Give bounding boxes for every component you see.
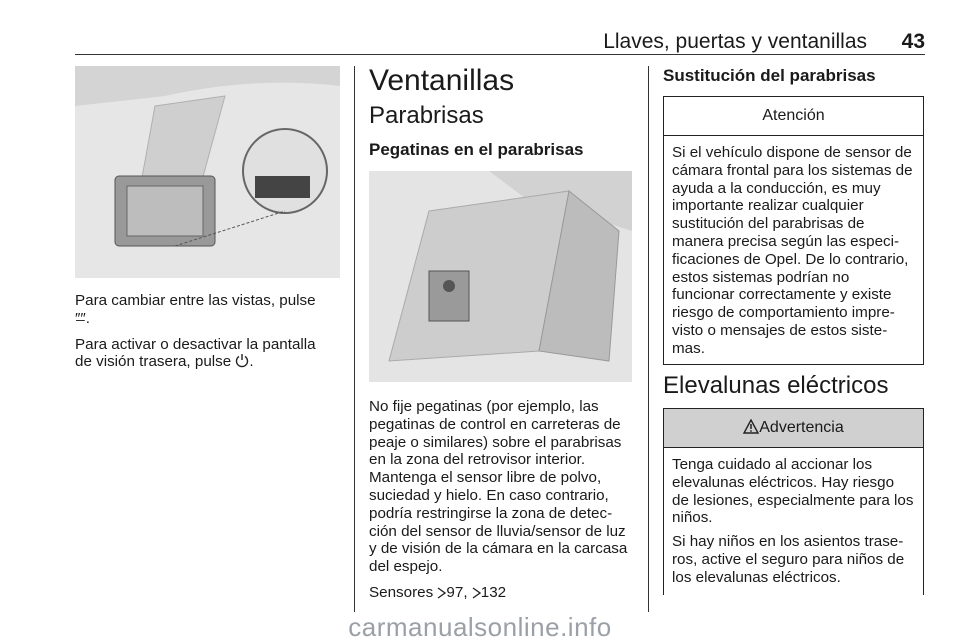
attention-text: Si el vehículo dispone de sensor de cámara frontal para los sistemas de ayuda a la conducción, es muy importante realizar cualquier sustitución del parabrisas de manera precisa según las especificaciones de Opel. De lo contrario, estos sistemas podrían no funcionar correctamente y existe riesgo de comportamiento imprevisto o mensajes de estos sistemas.: [672, 144, 913, 357]
warning-text-1: Tenga cuidado al accionar los elevalunas eléctricos. Hay riesgo de lesiones, especialmente para los niños.: [672, 456, 914, 527]
warning-box: [663, 408, 924, 595]
power-icon: [235, 353, 249, 373]
windshield-mirror-illustration: [369, 171, 632, 382]
watermark: carmanualsonline.info: [348, 612, 612, 642]
column-divider-2: [648, 66, 649, 612]
column-2-text: [369, 398, 634, 612]
attention-title: Atención: [664, 97, 923, 136]
rear-view-camera-illustration: [75, 66, 340, 278]
toggle-display-end: .: [249, 353, 254, 371]
warning-title: Advertencia: [759, 419, 844, 436]
section-title-ventanillas: Ventanillas: [369, 64, 515, 97]
heading-sustitucion: Sustitución del parabrisas: [663, 66, 876, 85]
column-divider-1: [354, 66, 355, 612]
attention-box: [663, 96, 924, 365]
heading-pegatinas: Pegatinas en el parabrisas: [369, 140, 584, 159]
warning-triangle-icon: [743, 411, 759, 449]
toggle-display-text-a: Para activar o desactivar la pantalla: [75, 335, 316, 353]
paragraph-stickers: No fije pegatinas (por ejemplo, las pegatinas de control en carreteras de peaje o similares) sobre el parabrisas en la zona del retrovisor interior. Mantenga el sensor libre de polvo, suciedad y hielo. En caso contrario, podría restringirse la zona de detección del sensor de lluvia/sensor de luz y de visión de la cámara en la carcasa del espejo.: [369, 398, 628, 576]
attention-body: [664, 136, 923, 368]
switch-views-text: Para cambiar entre las vistas, pulse: [75, 292, 316, 309]
section-title-elevalunas: Elevalunas eléctricos: [663, 372, 889, 399]
column-3-heading: [663, 66, 925, 86]
header-rule: [75, 54, 925, 55]
warning-body: [664, 448, 923, 597]
view-switch-symbol: ″̶″.: [75, 309, 90, 327]
warning-text-2: Si hay niños en los asientos traseros, active el seguro para niños de los elevalunas eléctricos.: [672, 533, 905, 586]
reference-link-132[interactable]: 132: [480, 583, 507, 601]
header-title: Llaves, puertas y ventanillas: [603, 30, 867, 53]
page-reference-icon: [472, 586, 481, 604]
sensores-label: Sensores: [369, 583, 434, 601]
column-3-subheading: [663, 372, 925, 400]
warning-header: [664, 409, 923, 448]
paragraph-switch-views: [75, 292, 343, 328]
paragraph-toggle-display: [75, 336, 343, 374]
toggle-display-text-b: de visión trasera, pulse: [75, 353, 232, 371]
page-number: 43: [901, 30, 925, 53]
paragraph-sensors-ref: Sensores 97, 132: [369, 584, 634, 604]
column-2-headings: [369, 64, 634, 160]
column-1-text: [75, 292, 343, 381]
reference-link-97[interactable]: 97: [446, 583, 464, 601]
subsection-title-parabrisas: Parabrisas: [369, 102, 484, 129]
